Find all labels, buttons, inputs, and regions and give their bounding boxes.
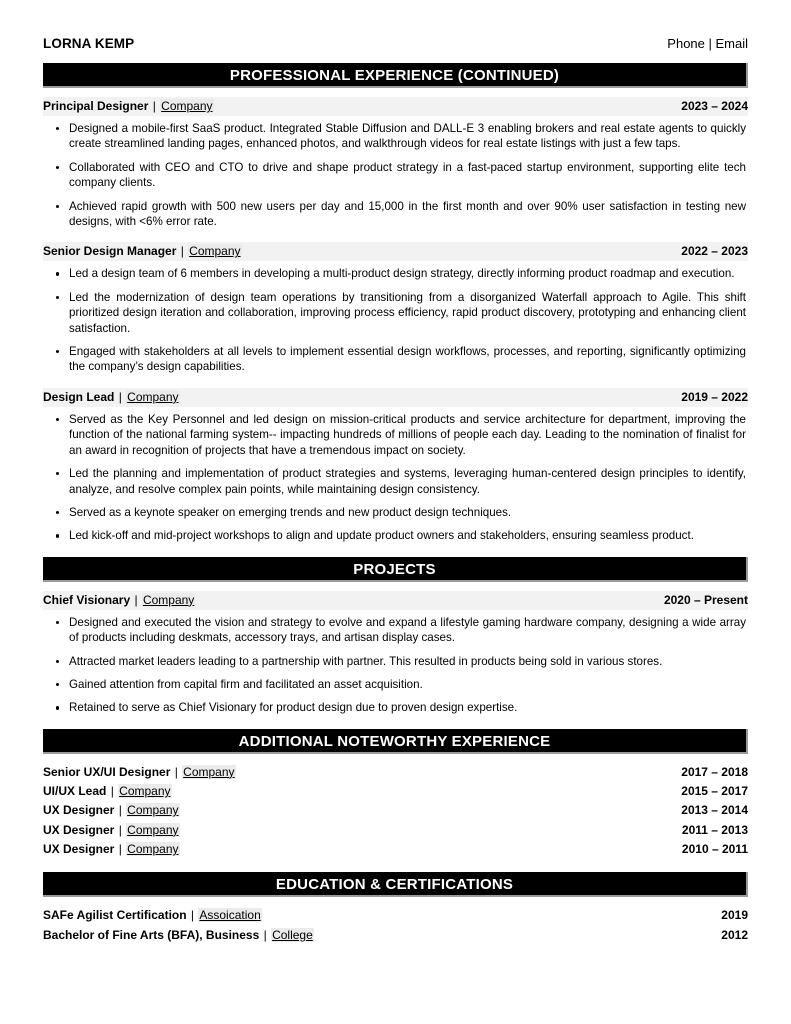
entry-left: [43, 840, 180, 859]
entry-role: Design Lead: [43, 389, 115, 404]
entry-dates: 2010 – 2011: [681, 841, 748, 856]
entry-company-link[interactable]: Company: [189, 244, 241, 259]
bullet-dot-icon: [56, 418, 59, 421]
bullet-item: [43, 199, 748, 230]
compact-entry-list: [43, 763, 748, 859]
bullet-item: [43, 344, 748, 375]
resume-header: [43, 36, 748, 56]
bullet-text: Engaged with stakeholders at all levels to implement essential design workflows, processes, and reporting, significantly optimizing the company’s design capabilities.: [69, 345, 746, 374]
bullet-item: [43, 160, 748, 191]
resume-body: [43, 63, 748, 945]
bullet-text: Led the planning and implementation of product strategies and systems, leveraging human-centered design principles to identify, analyze, and resolve complex pain points, while maintaining design consistency.: [69, 467, 746, 496]
entry-role: SAFe Agilist Certification: [43, 908, 187, 923]
bullet-text: Designed and executed the vision and strategy to evolve and expand a lifestyle gaming hardware company, designing a wide array of products including deskmats, accessory trays, and artisan display cases.: [69, 615, 746, 645]
bullet-dot-icon: [56, 683, 59, 686]
entry-company-link[interactable]: Company: [127, 803, 179, 818]
bullet-dot-icon: [56, 205, 59, 208]
entry-role: Chief Visionary: [43, 592, 131, 607]
contact-info: Phone | Email: [667, 36, 748, 51]
experience-entry: [43, 591, 748, 716]
entry-separator: |: [115, 389, 126, 404]
entry-dates: 2011 – 2013: [681, 822, 748, 837]
bullet-text: Attracted market leaders leading to a partnership with partner. This resulted in products being sold in various stores.: [69, 654, 663, 668]
entry-separator: |: [131, 592, 141, 607]
section-header-education-certifications: EDUCATION & CERTIFICATIONS: [43, 872, 748, 897]
entry-left: [43, 98, 214, 115]
bullet-text: Served as a keynote speaker on emerging trends and new product design techniques.: [69, 505, 512, 519]
entry-company-link[interactable]: Company: [161, 99, 213, 113]
bullet-item: [43, 700, 748, 715]
bullet-text: Retained to serve as Chief Visionary for product design due to proven design expertise.: [69, 701, 518, 715]
entry-dates: 2019 – 2022: [681, 389, 748, 404]
entry-dates: 2015 – 2017: [681, 784, 748, 799]
list-item: [43, 906, 748, 926]
experience-entry: [43, 97, 748, 229]
entry-role: Principal Designer: [43, 99, 149, 113]
section-header-professional-experience: PROFESSIONAL EXPERIENCE (CONTINUED): [43, 63, 748, 88]
entry-company-link[interactable]: Company: [127, 822, 179, 837]
bullet-item: [43, 528, 748, 543]
section-header-projects: PROJECTS: [43, 557, 748, 582]
entry-role: UX Designer: [43, 803, 115, 818]
entry-dates: 2020 – Present: [663, 592, 748, 607]
bullet-dot-icon: [56, 472, 59, 475]
experience-entry: [43, 242, 748, 374]
compact-entry-list: [43, 906, 748, 945]
list-item: [43, 840, 748, 859]
entry-company-link[interactable]: Company: [142, 592, 195, 607]
entry-left: [43, 782, 172, 801]
entry-separator: |: [177, 244, 188, 259]
bullet-dot-icon: [56, 350, 59, 353]
entry-left: [43, 389, 180, 406]
bullet-dot-icon: [56, 511, 59, 514]
entry-role: Senior UX/UI Designer: [43, 764, 171, 779]
entry-dates: 2022 – 2023: [681, 244, 748, 259]
bullet-dot-icon: [56, 660, 59, 663]
entry-title-row: [43, 591, 748, 610]
bullet-dot-icon: [56, 272, 59, 275]
entry-company-link[interactable]: College: [272, 927, 313, 942]
bullet-dot-icon: [56, 296, 59, 299]
list-item: [43, 821, 748, 840]
list-item: [43, 926, 748, 946]
bullet-item: [43, 412, 748, 458]
bullet-text: Led the modernization of design team operations by transitioning from a disorganized Waterfall approach to Agile. This shift prioritized design iteration and collaboration, improving process efficiency, rapid product discovery, prototyping and enhancing client satisfaction.: [69, 290, 746, 335]
entry-role: Bachelor of Fine Arts (BFA), Business: [43, 927, 260, 942]
bullet-item: [43, 466, 748, 497]
bullet-item: [43, 654, 748, 669]
list-item: [43, 801, 748, 820]
entry-role: UX Designer: [43, 841, 115, 856]
entry-company-link[interactable]: Assoication: [199, 908, 261, 923]
entry-left: [43, 243, 242, 260]
entry-left: [43, 592, 195, 609]
entry-dates: 2017 – 2018: [681, 764, 748, 779]
list-item: [43, 782, 748, 801]
entry-separator: |: [260, 927, 271, 942]
entry-role: Senior Design Manager: [43, 244, 177, 259]
bullet-item: [43, 121, 748, 152]
bullet-item: [43, 677, 748, 692]
bullet-text: Led kick-off and mid-project workshops to align and update product owners and stakeholders, ensuring seamless product.: [69, 529, 694, 543]
section-header-additional-experience: ADDITIONAL NOTEWORTHY EXPERIENCE: [43, 729, 748, 754]
entry-left: [43, 821, 180, 840]
entry-role: UX Designer: [43, 822, 115, 837]
bullet-list: [43, 121, 748, 229]
bullet-text: Served as the Key Personnel and led design on mission-critical products and service architecture for department, improving the function of the national farming system-- impacting hundreds of millions of people each day. Leading to the nomination of finalist for an award in recognition of projects that have a tremendous impact on society.: [69, 412, 746, 457]
entry-separator: |: [149, 99, 160, 113]
bullet-text: Led a design team of 6 members in developing a multi-product design strategy, directly informing product roadmap and execution.: [69, 267, 735, 281]
bullet-list: [43, 266, 748, 374]
bullet-item: [43, 615, 748, 646]
entry-left: [43, 763, 236, 782]
bullet-dot-icon: [56, 127, 59, 130]
bullet-dot-icon: [56, 621, 59, 624]
list-item: [43, 763, 748, 782]
entry-separator: |: [187, 908, 198, 923]
bullet-text: Designed a mobile-first SaaS product. Integrated Stable Diffusion and DALL-E 3 enabling brokers and real estate agents to quickly create streamlined landing pages, enhanced photos, and walkthrough videos for real estate listings with just a few taps.: [69, 122, 746, 151]
bullet-dot-icon: [56, 706, 59, 709]
entry-dates: 2023 – 2024: [681, 99, 748, 113]
entry-left: [43, 801, 180, 820]
entry-separator: |: [115, 803, 126, 818]
entry-company-link[interactable]: Company: [183, 764, 235, 779]
entry-dates: 2012: [721, 927, 748, 942]
bullet-text: Collaborated with CEO and CTO to drive and shape product strategy in a fast-paced startup environment, supporting elite tech company clients.: [69, 160, 746, 190]
entry-left: [43, 926, 314, 946]
entry-company-link[interactable]: Company: [119, 784, 171, 799]
entry-separator: |: [171, 764, 182, 779]
entry-separator: |: [107, 784, 118, 799]
entry-separator: |: [115, 822, 126, 837]
entry-role: UI/UX Lead: [43, 784, 107, 799]
bullet-dot-icon: [56, 534, 59, 537]
bullet-item: [43, 266, 748, 281]
bullet-item: [43, 505, 748, 520]
entry-left: [43, 906, 262, 926]
entry-dates: 2013 – 2014: [681, 803, 748, 818]
bullet-list: [43, 615, 748, 716]
entry-title-row: [43, 242, 748, 261]
bullet-list: [43, 412, 748, 544]
bullet-text: Achieved rapid growth with 500 new users per day and 15,000 in the first month and over 90% user satisfaction in testing new designs, with <6% error rate.: [69, 199, 746, 229]
bullet-dot-icon: [56, 166, 59, 169]
entry-title-row: [43, 97, 748, 116]
bullet-text: Gained attention from capital firm and facilitated an asset acquisition.: [69, 677, 423, 691]
entry-company-link[interactable]: Company: [127, 389, 179, 404]
bullet-item: [43, 290, 748, 336]
entry-company-link[interactable]: Company: [127, 841, 179, 856]
entry-dates: 2019: [721, 908, 748, 923]
page-title: LORNA KEMP: [43, 36, 135, 51]
experience-entry: [43, 388, 748, 544]
entry-separator: |: [115, 841, 126, 856]
entry-title-row: [43, 388, 748, 407]
